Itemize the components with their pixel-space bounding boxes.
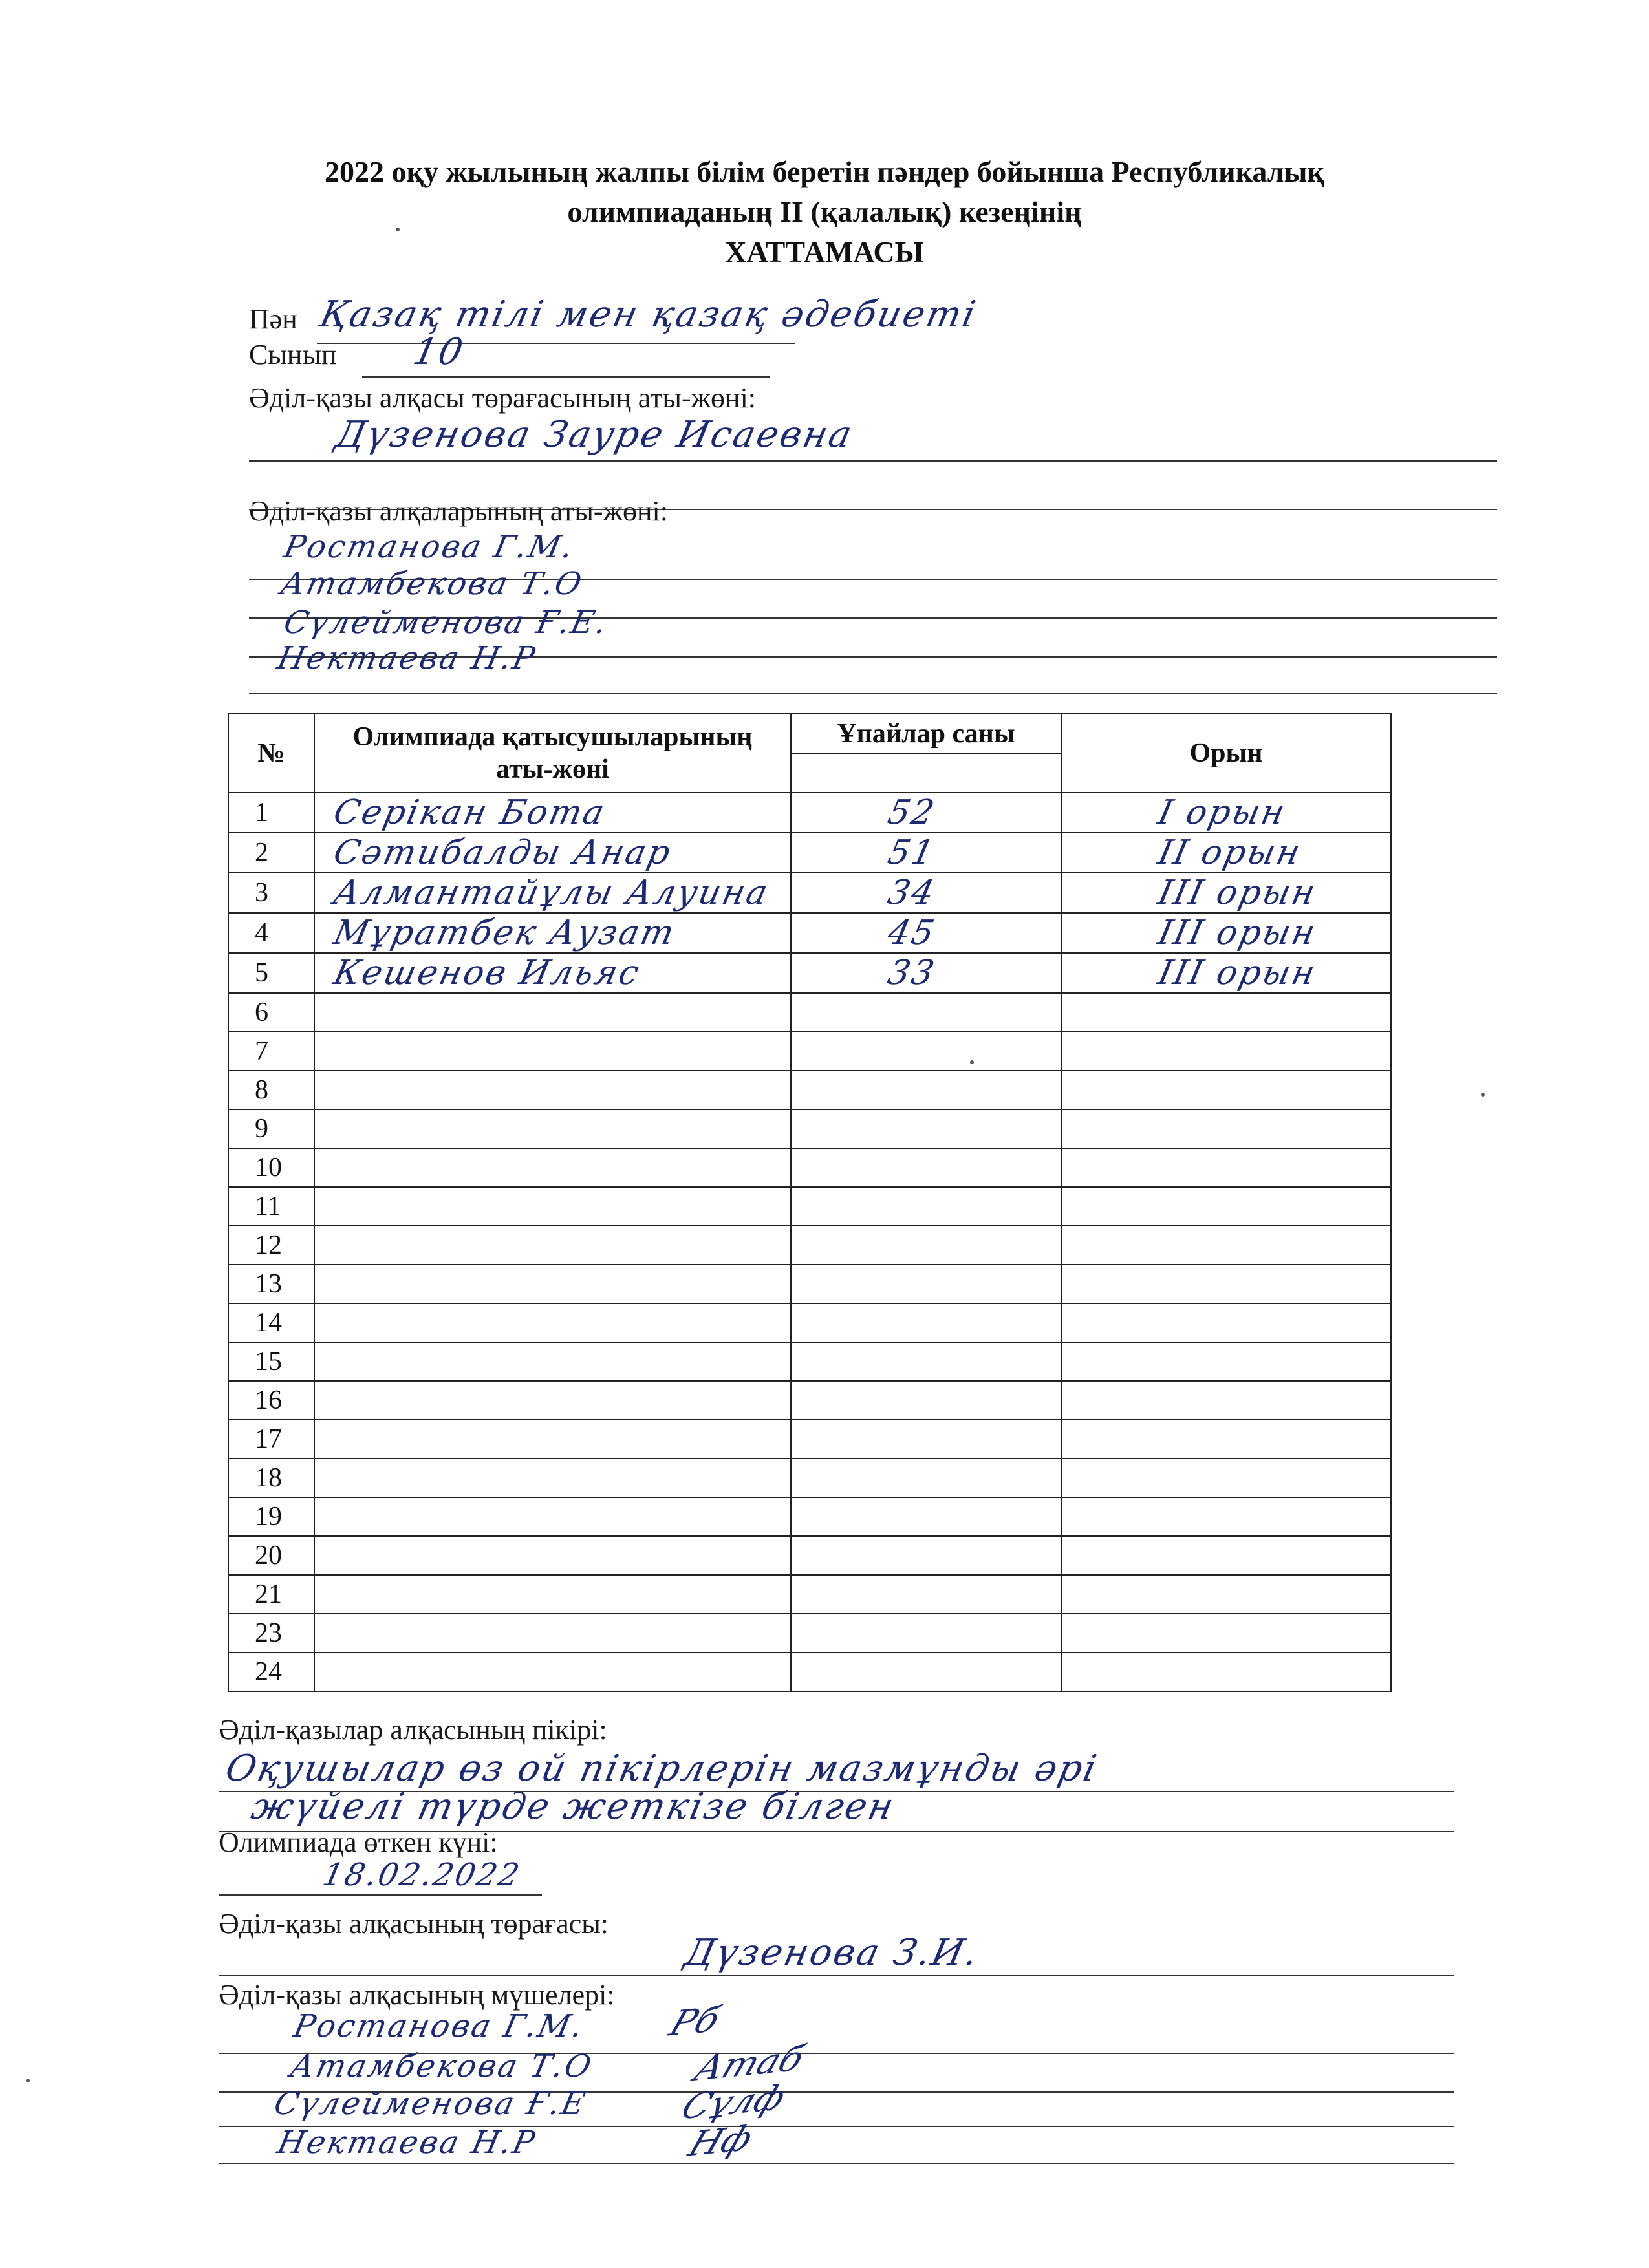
participant-name-cell — [314, 1381, 791, 1420]
row-number-cell: 3 — [228, 873, 314, 913]
jury-member-4: Нектаева Н.Р — [274, 640, 540, 676]
row-number-cell: 14 — [228, 1303, 314, 1342]
grade-underline — [362, 376, 770, 378]
participant-points-cell — [791, 1109, 1061, 1148]
participant-name-cell — [314, 1575, 791, 1614]
participant-place-cell — [1061, 1420, 1391, 1459]
table-row — [228, 1265, 1391, 1303]
row-number-cell: 9 — [228, 1109, 314, 1148]
participant-points: 33 — [884, 954, 940, 992]
participant-points-cell — [791, 1536, 1061, 1575]
scan-speck — [396, 228, 400, 231]
participant-points-cell — [791, 1653, 1061, 1691]
header-place: Орын — [1061, 714, 1391, 793]
results-table — [228, 713, 1392, 1692]
participant-points-cell — [791, 1032, 1061, 1071]
participant-place-cell — [1061, 1032, 1391, 1071]
participant-place-cell — [1061, 793, 1391, 833]
participant-name-cell — [314, 1226, 791, 1265]
table-row — [228, 1187, 1391, 1226]
participant-place: I орын — [1154, 793, 1290, 832]
table-row — [228, 1536, 1391, 1575]
chair-sign-underline — [219, 1975, 1454, 1976]
opinion-line-2: жүйелі түрде жеткізе білген — [248, 1786, 900, 1828]
participant-place-cell — [1061, 1148, 1391, 1187]
participant-name: Кешенов Ильяс — [330, 954, 645, 992]
participant-place-cell — [1061, 1303, 1391, 1342]
table-row — [228, 1071, 1391, 1109]
participant-points-cell — [791, 1575, 1061, 1614]
participant-points: 34 — [884, 873, 940, 912]
participant-place-cell — [1061, 1653, 1391, 1691]
participant-points-cell — [791, 833, 1061, 873]
row-number-cell: 16 — [228, 1381, 314, 1420]
table-row — [228, 1148, 1391, 1187]
participant-name-cell — [314, 993, 791, 1032]
participant-place-cell — [1061, 1342, 1391, 1381]
participant-name-cell — [314, 1187, 791, 1226]
row-number-cell: 19 — [228, 1497, 314, 1536]
participant-points-cell — [791, 1071, 1061, 1109]
row-number-cell: 11 — [228, 1187, 314, 1226]
participant-points-cell — [791, 1187, 1061, 1226]
participant-place-cell — [1061, 1536, 1391, 1575]
participant-points-cell — [791, 913, 1061, 953]
participant-name-cell — [314, 873, 791, 913]
participant-name-cell — [314, 953, 791, 993]
row-number-cell: 12 — [228, 1226, 314, 1265]
participant-points-cell — [791, 1420, 1061, 1459]
participant-points-cell — [791, 1265, 1061, 1303]
row-number-cell: 17 — [228, 1420, 314, 1459]
participant-name-cell — [314, 1497, 791, 1536]
table-row — [228, 1575, 1391, 1614]
row-number-cell: 2 — [228, 833, 314, 873]
member-name-4: Нектаева Н.Р — [274, 2124, 540, 2161]
row-number-cell: 5 — [228, 953, 314, 993]
participant-name-cell — [314, 1536, 791, 1575]
member-name-2: Атамбекова Т.О — [287, 2048, 596, 2084]
row-number-cell: 18 — [228, 1459, 314, 1497]
member-name-3: Сүлейменова Ғ.Е — [271, 2086, 590, 2122]
participant-place: III орын — [1154, 914, 1320, 952]
doc-title-line2: олимпиаданың ІІ (қалалық) кезеңінің — [567, 195, 1082, 228]
participant-place-cell — [1061, 1575, 1391, 1614]
member-name-1: Ростанова Г.М. — [290, 2008, 588, 2044]
chair-value: Дүзенова Зауре Исаевна — [332, 414, 857, 456]
doc-title-line1: 2022 оқу жылының жалпы білім беретін пәндер бойынша Республикалық — [324, 155, 1325, 188]
participant-points-cell — [791, 1497, 1061, 1536]
participant-place-cell — [1061, 873, 1391, 913]
participant-place-cell — [1061, 953, 1391, 993]
participant-name-cell — [314, 1032, 791, 1071]
participant-place-cell — [1061, 1187, 1391, 1226]
participant-name: Сәтибалды Анар — [330, 833, 676, 872]
participant-name: Мұратбек Аузат — [330, 914, 680, 952]
header-num: № — [228, 714, 314, 793]
participant-name-cell — [314, 1303, 791, 1342]
table-row — [228, 1303, 1391, 1342]
participant-place-cell — [1061, 833, 1391, 873]
participant-place-cell — [1061, 913, 1391, 953]
member-line-4 — [219, 2163, 1454, 2164]
participant-place-cell — [1061, 1381, 1391, 1420]
table-row — [228, 913, 1391, 953]
participant-points-cell — [791, 953, 1061, 993]
table-row — [228, 1381, 1391, 1420]
grade-label: Сынып — [249, 339, 337, 370]
participant-points-cell — [791, 1614, 1061, 1653]
members-label: Әділ-қазы алқасының мүшелері: — [219, 1979, 615, 2011]
opinion-line-1: Оқушылар өз ой пікірлерін мазмұнды әрі — [222, 1748, 1103, 1790]
table-row — [228, 1497, 1391, 1536]
participant-place-cell — [1061, 1109, 1391, 1148]
participant-place-cell — [1061, 1071, 1391, 1109]
participant-place-cell — [1061, 1226, 1391, 1265]
row-number-cell: 10 — [228, 1148, 314, 1187]
participant-points-cell — [791, 1342, 1061, 1381]
opinion-label: Әділ-қазылар алқасының пікірі: — [219, 1714, 607, 1746]
table-row — [228, 993, 1391, 1032]
row-number-cell: 15 — [228, 1342, 314, 1381]
member-signature-1: Рб — [664, 1998, 726, 2044]
row-number-cell: 6 — [228, 993, 314, 1032]
row-number-cell: 13 — [228, 1265, 314, 1303]
participant-name: Серікан Бота — [330, 793, 610, 832]
participant-name-cell — [314, 913, 791, 953]
participant-name-cell — [314, 1148, 791, 1187]
row-number-cell: 8 — [228, 1071, 314, 1109]
participant-points-cell — [791, 1381, 1061, 1420]
participant-name: Алмантайұлы Алуина — [330, 873, 773, 912]
participant-points: 51 — [884, 833, 940, 872]
participant-name-cell — [314, 793, 791, 833]
header-points-sub — [791, 753, 1061, 793]
participant-name-cell — [314, 1265, 791, 1303]
scan-speck — [1481, 1093, 1485, 1097]
member-signature-4: Нф — [683, 2117, 759, 2165]
participant-points-cell — [791, 1226, 1061, 1265]
table-row — [228, 1459, 1391, 1497]
participant-place-cell — [1061, 1265, 1391, 1303]
chair-sign-label: Әділ-қазы алқасының төрағасы: — [219, 1908, 609, 1940]
table-header-row — [228, 714, 1391, 753]
table-row — [228, 1420, 1391, 1459]
participant-name-cell — [314, 1653, 791, 1691]
table-row — [228, 1032, 1391, 1071]
member-signature-2: Атаб — [689, 2037, 810, 2090]
jury-member-3: Сүлейменова Ғ.Е. — [281, 604, 612, 641]
participant-points-cell — [791, 993, 1061, 1032]
participant-name-cell — [314, 1420, 791, 1459]
participant-place-cell — [1061, 1497, 1391, 1536]
participant-place: III орын — [1154, 873, 1320, 912]
subject-underline — [317, 343, 795, 344]
participant-points-cell — [791, 873, 1061, 913]
participant-name-cell — [314, 1342, 791, 1381]
participant-name-cell — [314, 1071, 791, 1109]
participant-place-cell — [1061, 993, 1391, 1032]
jury-label: Әділ-қазы алқаларының аты-жөні: — [249, 495, 668, 527]
doc-title-protocol: ХАТТАМАСЫ — [725, 235, 924, 268]
scan-speck — [970, 1060, 974, 1064]
participant-points-cell — [791, 1459, 1061, 1497]
participant-name-cell — [314, 1614, 791, 1653]
subject-value: Қазақ тілі мен қазақ әдебиеті — [316, 294, 981, 336]
row-number-cell: 24 — [228, 1653, 314, 1691]
date-label: Олимпиада өткен күні: — [219, 1826, 498, 1858]
chair-underline-1 — [249, 460, 1497, 462]
participant-place-cell — [1061, 1459, 1391, 1497]
table-row — [228, 1653, 1391, 1691]
header-name: Олимпиада қатысушыларының аты-жөні — [314, 714, 791, 793]
table-row — [228, 1226, 1391, 1265]
jury-line-4 — [249, 693, 1497, 694]
participant-points: 52 — [884, 793, 940, 832]
row-number-cell: 7 — [228, 1032, 314, 1071]
table-row — [228, 873, 1391, 913]
header-points: Ұпайлар саны — [791, 714, 1061, 753]
scan-speck — [26, 2079, 30, 2082]
row-number-cell: 4 — [228, 913, 314, 953]
table-row — [228, 1342, 1391, 1381]
participant-place: II орын — [1154, 833, 1306, 872]
row-number-cell: 23 — [228, 1614, 314, 1653]
table-row — [228, 1614, 1391, 1653]
table-row — [228, 1109, 1391, 1148]
participant-points-cell — [791, 793, 1061, 833]
participant-points-cell — [791, 1148, 1061, 1187]
row-number-cell: 20 — [228, 1536, 314, 1575]
table-row — [228, 793, 1391, 833]
chair-label: Әділ-қазы алқасы төрағасының аты-жөні: — [249, 382, 757, 414]
date-value: 18.02.2022 — [319, 1857, 524, 1893]
grade-value: 10 — [409, 331, 469, 373]
row-number-cell: 21 — [228, 1575, 314, 1614]
participant-place-cell — [1061, 1614, 1391, 1653]
table-row — [228, 833, 1391, 873]
jury-member-2: Атамбекова Т.О — [277, 566, 587, 602]
date-underline — [219, 1894, 542, 1896]
table-row — [228, 953, 1391, 993]
row-number-cell: 1 — [228, 793, 314, 833]
participant-points: 45 — [884, 914, 940, 952]
participant-place: III орын — [1154, 954, 1320, 992]
participant-name-cell — [314, 1109, 791, 1148]
subject-label: Пән — [249, 303, 297, 335]
chair-sign-value: Дүзенова З.И. — [681, 1932, 984, 1974]
member-signature-3: Сұлф — [676, 2077, 792, 2128]
participant-name-cell — [314, 1459, 791, 1497]
jury-member-1: Ростанова Г.М. — [281, 529, 578, 565]
participant-name-cell — [314, 833, 791, 873]
participant-points-cell — [791, 1303, 1061, 1342]
